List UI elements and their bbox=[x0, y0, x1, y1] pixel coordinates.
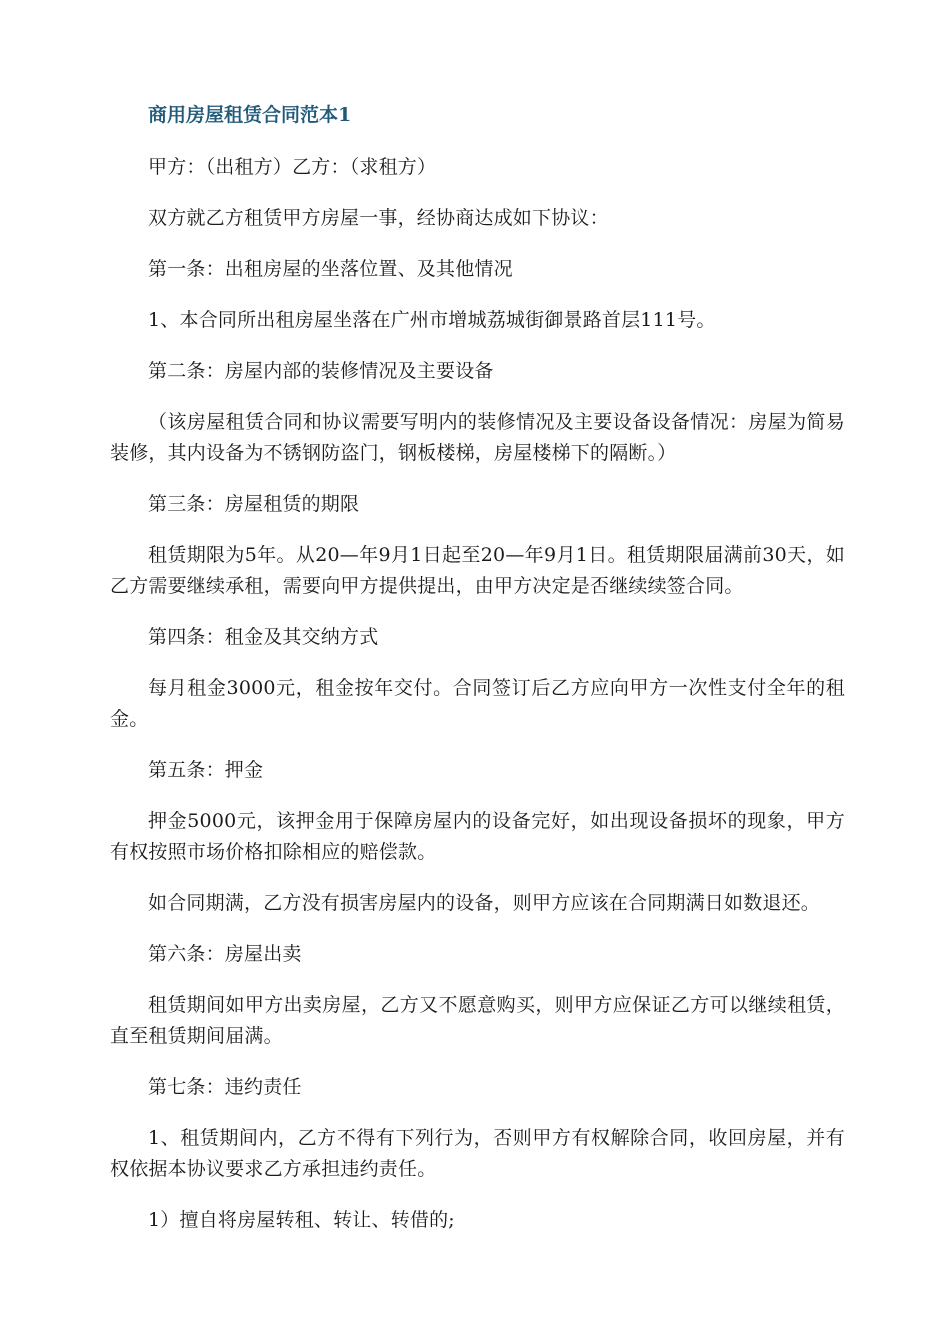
article-7-item-1: 1、租赁期间内，乙方不得有下列行为，否则甲方有权解除合同，收回房屋，并有权依据本协议要求乙方承担违约责任。 bbox=[110, 1127, 845, 1180]
article-1-heading: 第一条：出租房屋的坐落位置、及其他情况 bbox=[148, 258, 513, 280]
article-7-subitem-1: 1）擅自将房屋转租、转让、转借的; bbox=[148, 1209, 455, 1231]
parties-line: 甲方：（出租方）乙方：（求租方） bbox=[148, 156, 437, 178]
article-1-item-1: 1、本合同所出租房屋坐落在广州市增城荔城街御景路首层111号。 bbox=[148, 309, 716, 331]
article-7-heading: 第七条：违约责任 bbox=[148, 1076, 302, 1098]
article-6-heading: 第六条：房屋出卖 bbox=[148, 943, 302, 965]
article-5-heading: 第五条：押金 bbox=[148, 759, 264, 781]
article-3-heading: 第三条：房屋租赁的期限 bbox=[148, 493, 360, 515]
article-4-heading: 第四条：租金及其交纳方式 bbox=[148, 626, 379, 648]
article-2-body: （该房屋租赁合同和协议需要写明内的装修情况及主要设备设备情况：房屋为简易装修，其内设备为不锈钢防盗门，钢板楼梯，房屋楼梯下的隔断。） bbox=[110, 411, 845, 464]
article-4-body: 每月租金3000元，租金按年交付。合同签订后乙方应向甲方一次性支付全年的租金。 bbox=[110, 677, 845, 730]
article-5-body-2: 如合同期满，乙方没有损害房屋内的设备，则甲方应该在合同期满日如数退还。 bbox=[148, 892, 821, 914]
document-title: 商用房屋租赁合同范本1 bbox=[148, 104, 352, 126]
article-2-heading: 第二条：房屋内部的装修情况及主要设备 bbox=[148, 360, 494, 382]
article-5-body-1: 押金5000元，该押金用于保障房屋内的设备完好，如出现设备损坏的现象，甲方有权按照市场价格扣除相应的赔偿款。 bbox=[110, 810, 845, 863]
document-page bbox=[110, 100, 845, 1256]
article-6-body: 租赁期间如甲方出卖房屋，乙方又不愿意购买，则甲方应保证乙方可以继续租赁，直至租赁期间届满。 bbox=[110, 994, 845, 1047]
agreement-intro: 双方就乙方租赁甲方房屋一事，经协商达成如下协议： bbox=[148, 207, 609, 229]
article-3-body: 租赁期限为5年。从20—年9月1日起至20—年9月1日。租赁期限届满前30天，如乙方需要继续承租，需要向甲方提供提出，由甲方决定是否继续续签合同。 bbox=[110, 544, 845, 597]
